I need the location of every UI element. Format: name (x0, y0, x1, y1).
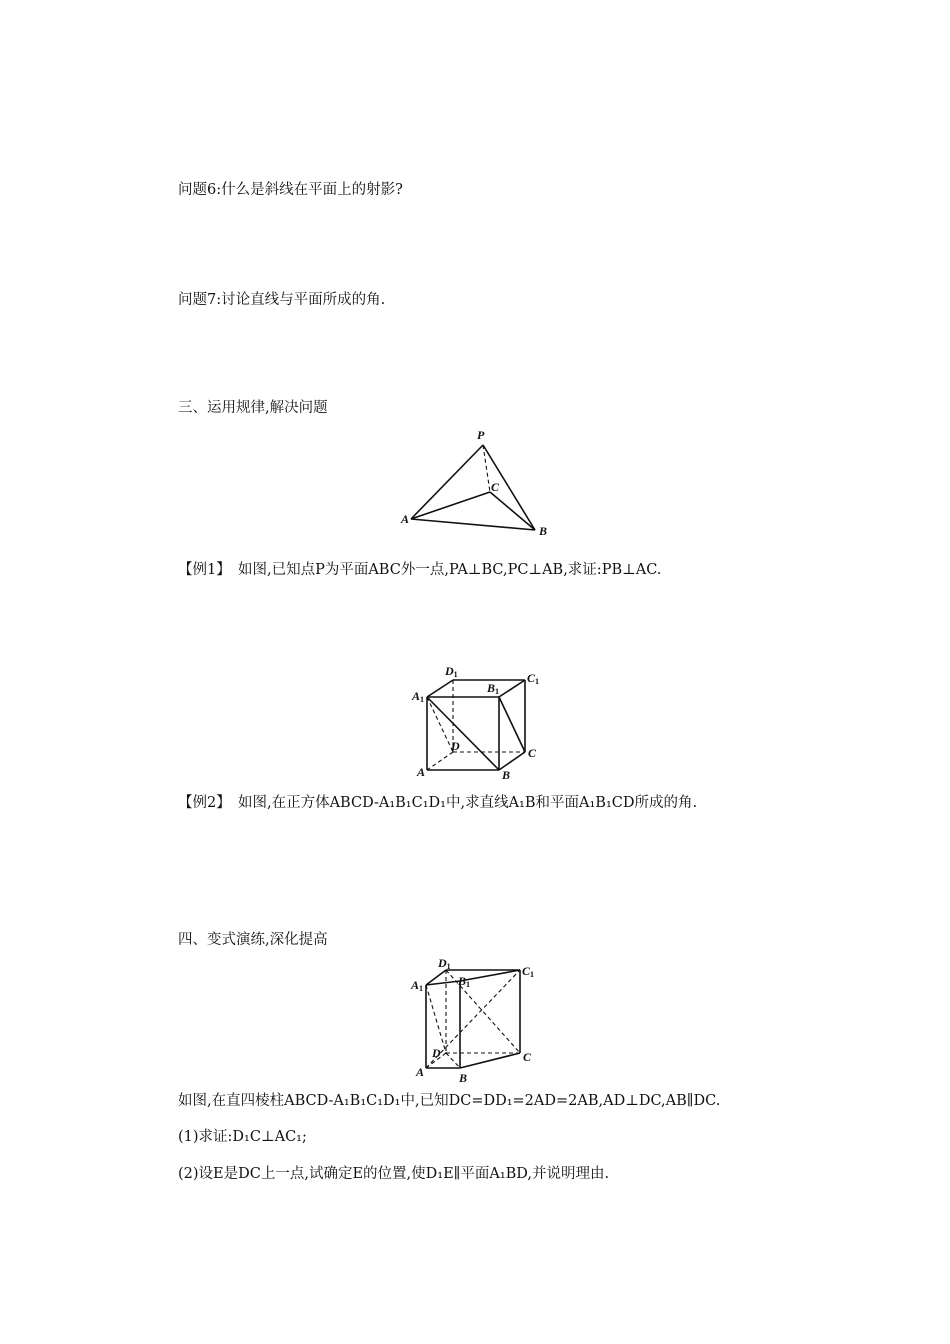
label-D: D (451, 739, 460, 753)
problem-part-2: (2)设E是DC上一点,试确定E的位置,使D₁E∥平面A₁BD,并说明理由. (178, 1166, 610, 1182)
problem-statement: 如图,在直四棱柱ABCD-A₁B₁C₁D₁中,已知DC=DD₁=2AD=2AB,AD⊥DC,AB∥DC. (178, 1093, 721, 1109)
label-D: D (432, 1046, 441, 1060)
label-A1: A1 (412, 689, 425, 704)
label-A: A (416, 1065, 425, 1079)
example-2: 【例2】 如图,在正方体ABCD-A₁B₁C₁D₁中,求直线A₁B和平面A₁B₁CD所成的角. (178, 795, 698, 811)
label-C: C (491, 480, 500, 494)
label-A1: A1 (411, 978, 424, 993)
section-3-heading: 三、运用规律,解决问题 (178, 400, 328, 416)
label-B1: B1 (487, 681, 500, 696)
label-B1: B1 (458, 974, 471, 989)
prism-figure (408, 955, 558, 1090)
problem-part-1: (1)求证:D₁C⊥AC₁; (178, 1129, 307, 1145)
example-1: 【例1】 如图,已知点P为平面ABC外一点,PA⊥BC,PC⊥AB,求证:PB⊥AC. (178, 562, 662, 578)
tetrahedron-figure (398, 425, 558, 540)
cube-figure (405, 660, 555, 785)
label-B: B (459, 1071, 468, 1085)
label-C1: C1 (522, 964, 535, 979)
question-6: 问题6:什么是斜线在平面上的射影? (178, 182, 403, 198)
question-7: 问题7:讨论直线与平面所成的角. (178, 292, 386, 308)
label-C: C (528, 746, 537, 760)
label-C1: C1 (527, 671, 540, 686)
label-D1: D1 (445, 664, 458, 679)
label-B: B (502, 768, 511, 782)
label-P: P (477, 428, 485, 442)
label-A: A (417, 765, 426, 779)
label-B: B (539, 524, 548, 538)
label-C: C (523, 1050, 532, 1064)
label-A: A (401, 512, 410, 526)
label-D1: D1 (438, 956, 451, 971)
section-4-heading: 四、变式演练,深化提高 (178, 932, 328, 948)
